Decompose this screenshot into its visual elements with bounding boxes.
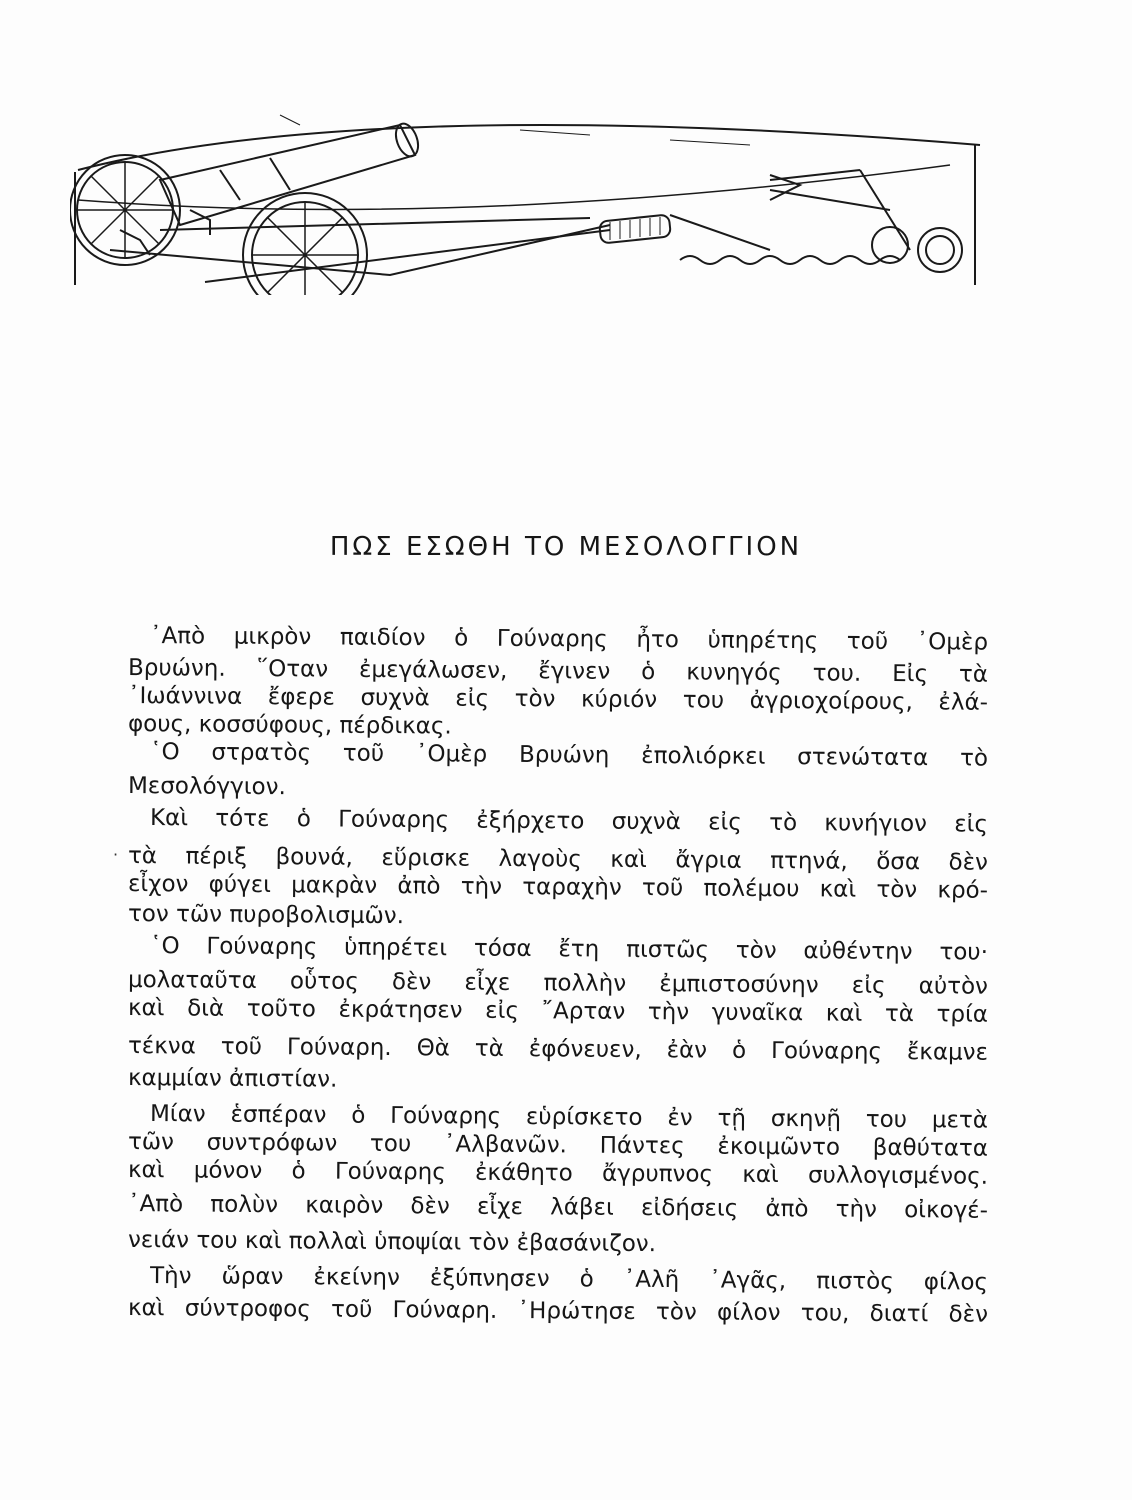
text-line: Καὶ τότε ὁ Γούναρης ἐξήρχετο συχνὰ εἰς τὸ κυνήγιον εἰς xyxy=(149,805,989,838)
text-line: νειάν του καὶ πολλαὶ ὑποψίαι τὸν ἐβασάνιζον. xyxy=(127,1227,657,1258)
text-line: ᾿Ιωάννινα ἔφερε συχνὰ εἰς τὸν κύριόν του ἀγριοχοίρους, ἐλά- xyxy=(127,683,989,716)
text-line: μολαταῦτα οὗτος δὲν εἶχε πολλὴν ἐμπιστοσύνην εἰς αὐτὸν xyxy=(127,967,989,1000)
text-line: φους, κοσσύφους, πέρδικας. xyxy=(127,711,452,740)
text-line: τέκνα τοῦ Γούναρη. Θὰ τὰ ἐφόνευεν, ἐὰν ὁ Γούναρης ἔκαμνε xyxy=(127,1033,989,1066)
text-line: Μεσολόγγιον. xyxy=(127,773,286,801)
text-line: τῶν συντρόφων του ᾿Αλβανῶν. Πάντες ἐκοιμῶντο βαθύτατα xyxy=(127,1129,989,1162)
text-line: καὶ μόνον ὁ Γούναρης ἐκάθητο ἄγρυπνος καὶ συλλογισμένος. xyxy=(127,1157,989,1190)
cannon-anchor-illustration xyxy=(70,100,990,295)
text-line: Βρυώνη. ῞Οταν ἐμεγάλωσεν, ἔγινεν ὁ κυνηγός του. Εἰς τὰ xyxy=(127,655,989,688)
text-line: εἶχον φύγει μακρὰν ἀπὸ τὴν ταραχὴν τοῦ πολέμου καὶ τὸν κρό- xyxy=(127,871,989,904)
text-line: τον τῶν πυροβολισμῶν. xyxy=(127,901,405,930)
text-line: καμμίαν ἀπιστίαν. xyxy=(127,1065,338,1093)
text-line: ῾Ο Γούναρης ὑπηρέτει τόσα ἔτη πιστῶς τὸν αὐθέντην του· xyxy=(149,933,989,966)
text-line: Μίαν ἑσπέραν ὁ Γούναρης εὑρίσκετο ἐν τῇ σκηνῇ του μετὰ xyxy=(149,1101,989,1134)
text-line: Τὴν ὥραν ἐκείνην ἐξύπνησεν ὁ ᾿Αλῆ ᾿Αγᾶς, πιστὸς φίλος xyxy=(149,1263,989,1296)
chapter-title: ΠΩΣ ΕΣΩΘΗ ΤΟ ΜΕΣΟΛΟΓΓΙΟΝ xyxy=(329,532,803,562)
text-line: καὶ σύντροφος τοῦ Γούναρη. ᾿Ηρώτησε τὸν φίλον του, διατί δὲν xyxy=(127,1295,989,1328)
text-line: καὶ διὰ τοῦτο ἐκράτησεν εἰς ῎Αρταν τὴν γυναῖκα καὶ τὰ τρία xyxy=(127,995,989,1028)
text-line: τὰ πέριξ βουνά, εὕρισκε λαγοὺς καὶ ἄγρια πτηνά, ὅσα δὲν xyxy=(127,843,989,876)
text-line: ῾Ο στρατὸς τοῦ ᾿Ομὲρ Βρυώνη ἐπολιόρκει στενώτατα τὸ xyxy=(149,739,989,772)
text-line: ᾿Απὸ μικρὸν παιδίον ὁ Γούναρης ἦτο ὑπηρέτης τοῦ ᾿Ομὲρ xyxy=(149,623,989,656)
text-line: ᾿Απὸ πολὺν καιρὸν δὲν εἶχε λάβει εἰδήσεις ἀπὸ τὴν οἰκογέ- xyxy=(127,1191,989,1224)
stray-mark: · xyxy=(113,845,119,864)
